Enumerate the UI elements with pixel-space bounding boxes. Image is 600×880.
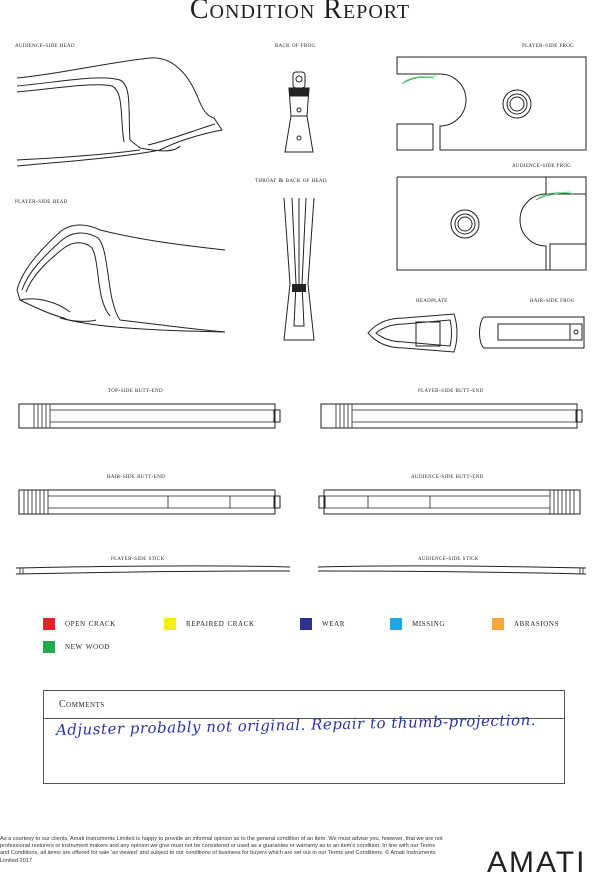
label-back-of-frog: back of frog — [275, 42, 316, 49]
page-title: Condition Report — [189, 0, 411, 25]
disclaimer-text: As a courtesy to our clients, Amati Instruments Limited is happy to provide an informal opinion as to the general condition of an item. We must advise you, however, that we are not professional restorers or instrument makers and any opinion we give must not be considered or used as a guarantee or warranty as to an item's condition. In line with our Terms and Conditions, all items are offered for sale 'as viewed' and subject to our conditions of business for buyers which are set out in our Terms and Conditions. © Amati Instruments Limited 2017 — [0, 836, 443, 864]
label-player-side-butt-end: player-side butt-end — [418, 387, 484, 394]
player-side-stick-drawing — [14, 562, 294, 580]
label-audience-side-stick: audience-side stick — [418, 555, 479, 562]
legend-label-open-crack: open crack — [65, 618, 116, 629]
legend-label-wear: wear — [322, 618, 346, 629]
legend-swatch-wear — [300, 618, 312, 630]
label-top-side-butt-end: top-side butt-end — [108, 387, 163, 394]
comments-box[interactable] — [43, 690, 565, 784]
legend-swatch-new-wood — [43, 641, 55, 653]
label-audience-side-head: audience-side head — [15, 42, 75, 49]
audience-side-stick-drawing — [316, 562, 590, 580]
throat-back-of-head-drawing — [280, 196, 320, 344]
top-side-butt-end-drawing — [18, 402, 282, 432]
label-player-side-head: player-side head — [15, 198, 68, 205]
legend-label-new-wood: new wood — [65, 641, 111, 652]
legend-label-abrasions: abrasions — [514, 618, 560, 629]
legend-label-repaired-crack: repaired crack — [186, 618, 255, 629]
legend-swatch-missing — [390, 618, 402, 630]
label-throat-back-of-head: throat & back of head — [255, 177, 327, 184]
label-hair-side-butt-end: hair-side butt-end — [107, 473, 166, 480]
legend-label-missing: missing — [412, 618, 445, 629]
comments-label: Comments — [59, 699, 105, 710]
player-side-butt-end-drawing — [320, 402, 584, 432]
label-audience-side-frog: audience-side frog — [512, 162, 572, 169]
audience-side-butt-end-drawing — [318, 488, 582, 518]
label-headplate: headplate — [416, 297, 448, 304]
label-player-side-stick: player-side stick — [111, 555, 165, 562]
legend-swatch-open-crack — [43, 618, 55, 630]
handwritten-comment: Adjuster probably not original. Repair to thumb-projection. — [55, 710, 537, 739]
amati-logo: AMATI — [487, 846, 587, 879]
label-hair-side-frog: hair-side frog — [530, 297, 575, 304]
legend-swatch-abrasions — [492, 618, 504, 630]
headplate-drawing — [366, 312, 460, 354]
legend-swatch-repaired-crack — [164, 618, 176, 630]
label-player-side-frog: player-side frog — [522, 42, 575, 49]
hair-side-frog-drawing — [476, 316, 586, 350]
hair-side-butt-end-drawing — [18, 488, 282, 518]
label-audience-side-butt-end: audience-side butt-end — [411, 473, 484, 480]
